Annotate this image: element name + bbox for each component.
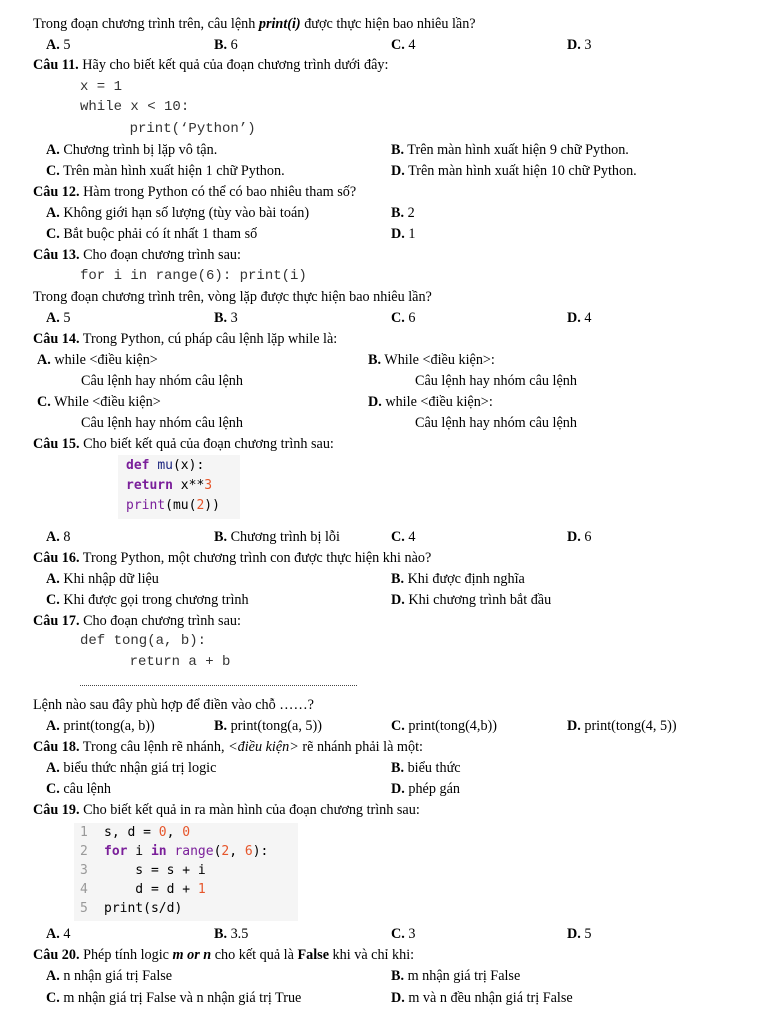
option-letter: D. <box>391 592 405 608</box>
q17-text: Cho đoạn chương trình sau: <box>79 613 241 629</box>
code-text: i <box>127 844 151 859</box>
builtin-print: print <box>126 498 166 513</box>
option-text: 3 <box>227 310 238 326</box>
option-letter: C. <box>46 990 60 1006</box>
option-text: Khi chương trình bắt đầu <box>404 592 552 608</box>
q13-question: Trong đoạn chương trình trên, vòng lặp được thực hiện bao nhiêu lần? <box>33 289 432 305</box>
option-text: While <điều kiện> <box>50 394 161 410</box>
option-text: Chương trình bị lỗi <box>227 529 340 545</box>
option-text: m nhận giá trị False <box>404 968 521 984</box>
keyword-def: def <box>126 458 150 473</box>
option-letter: A. <box>46 529 60 545</box>
q20-text: Phép tính logic <box>79 947 173 963</box>
code-text: ): <box>252 844 269 859</box>
q18-option-c <box>46 781 111 798</box>
q14-option-b <box>368 352 495 369</box>
option-letter: B. <box>368 352 382 368</box>
option-text: 5 <box>580 926 592 942</box>
q13-heading <box>33 247 241 264</box>
q14-heading <box>33 331 337 348</box>
function-args: (x): <box>172 458 205 473</box>
code-number: 6 <box>244 844 253 859</box>
q15-number: Câu 15. <box>33 436 80 452</box>
option-text: 8 <box>59 529 71 545</box>
q15-code-line-2 <box>126 476 212 495</box>
q14-option-b-body: Câu lệnh hay nhóm câu lệnh <box>415 373 577 389</box>
q15-option-d <box>567 529 591 546</box>
q18-number: Câu 18. <box>33 739 80 755</box>
option-letter: D. <box>368 394 382 410</box>
q15-option-a <box>46 529 70 546</box>
code-number: 0 <box>182 825 191 840</box>
q12-option-c <box>46 226 257 243</box>
keyword-for: for <box>104 844 128 859</box>
q11-option-b <box>391 142 629 159</box>
option-letter: A. <box>37 352 51 368</box>
q15-code-line-1 <box>126 456 204 475</box>
option-letter: A. <box>46 571 60 587</box>
code-text: s, d = <box>104 825 159 840</box>
q20-option-b <box>391 968 520 985</box>
option-letter: C. <box>46 226 60 242</box>
code-text: , <box>166 825 183 840</box>
q14-option-c-body: Câu lệnh hay nhóm câu lệnh <box>81 415 243 431</box>
option-letter: B. <box>214 718 228 734</box>
q15-option-c <box>391 529 415 546</box>
option-letter: D. <box>391 781 405 797</box>
q16-text: Trong Python, một chương trình con được thực hiện khi nào? <box>79 550 432 566</box>
call-close: )) <box>204 498 220 513</box>
fill-in-blank-line <box>80 685 357 686</box>
option-text: Bắt buộc phải có ít nhất 1 tham số <box>59 226 258 242</box>
option-text: m nhận giá trị False và n nhận giá trị True <box>59 990 302 1006</box>
option-letter: A. <box>46 760 60 776</box>
q16-option-a <box>46 571 159 588</box>
q18-text-end: rẽ nhánh phải là một: <box>298 739 423 755</box>
q16-number: Câu 16. <box>33 550 80 566</box>
q12-option-d <box>391 226 415 243</box>
q15-code-line-3 <box>126 496 220 515</box>
q19-code-line-5: print(s/d) <box>104 901 183 916</box>
q19-text: Cho biết kết quả in ra màn hình của đoạn chương trình sau: <box>79 802 420 818</box>
q19-option-a <box>46 926 70 943</box>
option-letter: B. <box>391 142 405 158</box>
option-text: print(tong(4,b)) <box>404 718 497 734</box>
q19-number: Câu 19. <box>33 802 80 818</box>
option-letter: D. <box>567 926 581 942</box>
q13-number: Câu 13. <box>33 247 80 263</box>
option-text: 1 <box>404 226 416 242</box>
function-name: mu <box>157 458 173 473</box>
q19-code-line-1 <box>104 823 190 842</box>
q17-code-line-2: return a + b <box>96 654 231 670</box>
option-text: m và n đều nhận giá trị False <box>404 990 573 1006</box>
q19-heading <box>33 802 420 819</box>
option-text: biểu thức nhận giá trị logic <box>59 760 217 776</box>
option-text: 4 <box>404 529 416 545</box>
q19-code-block <box>74 823 298 921</box>
q11-number: Câu 11. <box>33 57 79 73</box>
keyword-in: in <box>150 844 167 859</box>
q13-option-d <box>567 310 591 327</box>
line-number: 1 <box>80 825 88 840</box>
q18-option-a <box>46 760 216 777</box>
option-letter: C. <box>391 926 405 942</box>
q14-option-a-body: Câu lệnh hay nhóm câu lệnh <box>81 373 243 389</box>
option-letter: D. <box>567 718 581 734</box>
line-number: 2 <box>80 844 88 859</box>
intro-text: Trong đoạn chương trình trên, câu lệnh <box>33 16 259 32</box>
q18-text-em: <điều kiện> <box>228 739 299 755</box>
option-text: While <điều kiện>: <box>381 352 495 368</box>
q11-option-c <box>46 163 285 180</box>
q13-code-line: for i in range(6): print(i) <box>80 268 307 284</box>
option-letter: C. <box>391 529 405 545</box>
option-letter: C. <box>391 310 405 326</box>
option-letter: D. <box>567 37 581 53</box>
option-text: Trên màn hình xuất hiện 9 chữ Python. <box>404 142 629 158</box>
option-text: print(tong(4, 5)) <box>580 718 677 734</box>
line-number: 5 <box>80 901 88 916</box>
q17-code-line-1: def tong(a, b): <box>80 633 207 649</box>
q13-option-b <box>214 310 238 327</box>
option-text: 4 <box>404 37 416 53</box>
code-text: ( <box>213 844 222 859</box>
option-text: phép gán <box>404 781 460 797</box>
option-text: câu lệnh <box>59 781 112 797</box>
q13-option-c <box>391 310 415 327</box>
option-letter: A. <box>46 205 60 221</box>
q14-option-d-body: Câu lệnh hay nhóm câu lệnh <box>415 415 577 431</box>
option-text: 6 <box>404 310 416 326</box>
option-letter: C. <box>46 781 60 797</box>
q19-option-b <box>214 926 248 943</box>
option-text: Trên màn hình xuất hiện 10 chữ Python. <box>404 163 637 179</box>
q20-false: False <box>297 947 329 963</box>
option-text: 6 <box>227 37 238 53</box>
q11-code-line-3: print(‘Python’) <box>96 121 256 137</box>
option-text: 2 <box>404 205 415 221</box>
q19-code-line-2 <box>104 842 268 861</box>
option-b <box>214 37 238 54</box>
question-intro-text <box>33 16 476 33</box>
option-letter: C. <box>391 37 405 53</box>
q20-number: Câu 20. <box>33 947 80 963</box>
option-letter: D. <box>391 226 405 242</box>
q20-op-or: or <box>183 947 204 963</box>
q20-option-d <box>391 990 573 1007</box>
option-text: 3 <box>404 926 416 942</box>
q17-question: Lệnh nào sau đây phù hợp để điền vào chỗ ……? <box>33 697 314 713</box>
option-text: Khi được định nghĩa <box>404 571 525 587</box>
option-text: print(tong(a, b)) <box>59 718 155 734</box>
q11-heading <box>33 57 388 74</box>
q14-option-a <box>37 352 158 369</box>
q20-option-a <box>46 968 172 985</box>
return-expr: x** <box>180 478 205 493</box>
q17-option-d <box>567 718 677 735</box>
q18-text: Trong câu lệnh rẽ nhánh, <box>79 739 229 755</box>
q12-option-b <box>391 205 415 222</box>
q14-number: Câu 14. <box>33 331 80 347</box>
q14-option-d <box>368 394 493 411</box>
keyword-return: return <box>126 478 173 493</box>
q19-code-line-4 <box>104 880 206 899</box>
option-letter: B. <box>214 926 228 942</box>
option-text: 4 <box>580 310 592 326</box>
option-text: while <điều kiện> <box>50 352 158 368</box>
code-text: , <box>229 844 245 859</box>
q19-code-line-3: s = s + i <box>104 863 206 878</box>
q13-option-a <box>46 310 70 327</box>
q13-text: Cho đoạn chương trình sau: <box>79 247 241 263</box>
option-text: biểu thức <box>404 760 461 776</box>
code-number: 1 <box>197 882 206 897</box>
q14-option-c <box>37 394 161 411</box>
option-letter: C. <box>391 718 405 734</box>
option-text: print(tong(a, 5)) <box>227 718 322 734</box>
code-number: 2 <box>221 844 230 859</box>
intro-text-end: được thực hiện bao nhiêu lần? <box>300 16 476 32</box>
option-letter: A. <box>46 37 60 53</box>
call-open: (mu( <box>165 498 197 513</box>
q12-text: Hàm trong Python có thể có bao nhiêu tham số? <box>79 184 357 200</box>
line-number: 4 <box>80 882 88 897</box>
option-letter: D. <box>567 529 581 545</box>
option-letter: B. <box>391 571 405 587</box>
option-letter: D. <box>391 163 405 179</box>
q11-option-a <box>46 142 217 159</box>
option-letter: A. <box>46 310 60 326</box>
option-letter: A. <box>46 968 60 984</box>
q15-heading <box>33 436 334 453</box>
q16-option-d <box>391 592 551 609</box>
q15-code-block <box>118 455 240 519</box>
option-text: Chương trình bị lặp vô tận. <box>59 142 218 158</box>
option-text: 6 <box>580 529 592 545</box>
q20-var-n: n <box>203 947 212 963</box>
option-letter: D. <box>391 990 405 1006</box>
line-number: 3 <box>80 863 88 878</box>
option-letter: D. <box>567 310 581 326</box>
code-number: 0 <box>158 825 167 840</box>
q15-text: Cho biết kết quả của đoạn chương trình sau: <box>79 436 334 452</box>
q12-number: Câu 12. <box>33 184 80 200</box>
q19-option-c <box>391 926 415 943</box>
q20-text-end: khi và chỉ khi: <box>329 947 415 963</box>
q14-text: Trong Python, cú pháp câu lệnh lặp while là: <box>79 331 338 347</box>
option-a <box>46 37 70 54</box>
option-text: while <điều kiện>: <box>381 394 493 410</box>
q18-option-d <box>391 781 460 798</box>
return-power: 3 <box>204 478 213 493</box>
option-text: Trên màn hình xuất hiện 1 chữ Python. <box>59 163 285 179</box>
q18-option-b <box>391 760 461 777</box>
q17-option-b <box>214 718 322 735</box>
option-d <box>567 37 591 54</box>
option-text: Khi nhập dữ liệu <box>59 571 159 587</box>
q11-text: Hãy cho biết kết quả của đoạn chương trình dưới đây: <box>78 57 389 73</box>
option-text: 3 <box>580 37 592 53</box>
option-letter: B. <box>391 760 405 776</box>
code-text: d = d + <box>104 882 198 897</box>
q16-option-c <box>46 592 249 609</box>
call-arg: 2 <box>196 498 205 513</box>
q20-text-mid: cho kết quả là <box>211 947 298 963</box>
q20-option-c <box>46 990 301 1007</box>
option-letter: C. <box>46 592 60 608</box>
q18-heading <box>33 739 423 756</box>
option-letter: A. <box>46 142 60 158</box>
option-letter: C. <box>37 394 51 410</box>
option-letter: B. <box>391 968 405 984</box>
q12-heading <box>33 184 356 201</box>
q16-heading <box>33 550 431 567</box>
option-text: n nhận giá trị False <box>59 968 173 984</box>
option-letter: A. <box>46 926 60 942</box>
option-text: Khi được gọi trong chương trình <box>59 592 249 608</box>
option-c <box>391 37 415 54</box>
builtin-range: range <box>174 844 214 859</box>
q11-option-d <box>391 163 637 180</box>
q11-code-line-2: while x < 10: <box>80 99 190 115</box>
q17-heading <box>33 613 241 630</box>
option-text: 5 <box>59 37 71 53</box>
q11-code-line-1: x = 1 <box>80 79 123 95</box>
q20-heading <box>33 947 414 964</box>
q12-option-a <box>46 205 309 222</box>
q17-option-a <box>46 718 155 735</box>
option-letter: B. <box>214 529 228 545</box>
option-letter: C. <box>46 163 60 179</box>
q17-option-c <box>391 718 497 735</box>
q16-option-b <box>391 571 525 588</box>
intro-code-ref: print(i) <box>258 16 301 32</box>
q17-number: Câu 17. <box>33 613 80 629</box>
option-letter: B. <box>214 37 228 53</box>
option-text: 5 <box>59 310 71 326</box>
q20-var-m: m <box>172 947 184 963</box>
option-text: 3.5 <box>227 926 249 942</box>
option-text: Không giới hạn số lượng (tùy vào bài toán) <box>59 205 310 221</box>
option-text: 4 <box>59 926 71 942</box>
option-letter: B. <box>391 205 405 221</box>
option-letter: A. <box>46 718 60 734</box>
option-letter: B. <box>214 310 228 326</box>
q15-option-b <box>214 529 340 546</box>
q19-option-d <box>567 926 591 943</box>
